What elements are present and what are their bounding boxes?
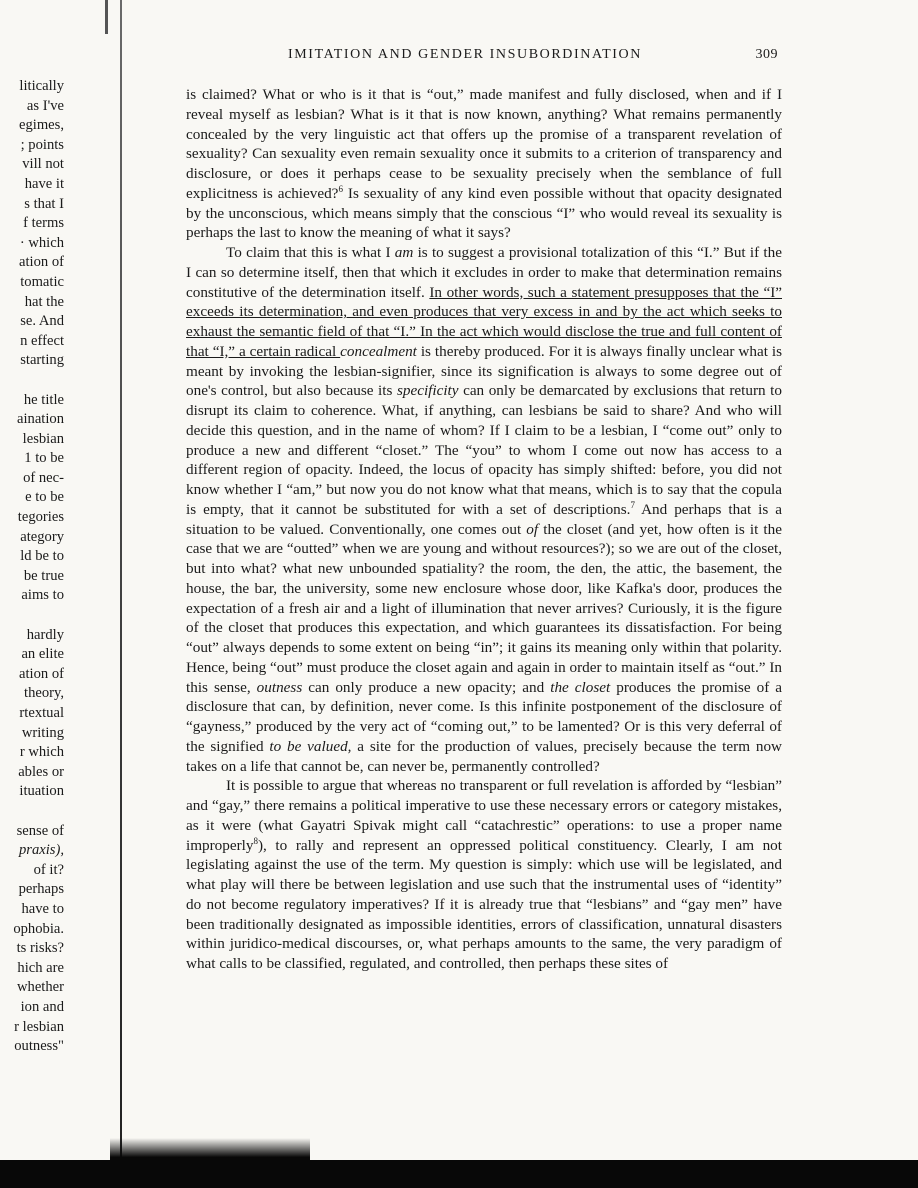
fragment-line: ituation — [19, 783, 64, 800]
fragment-line: hich are — [17, 959, 64, 976]
fragment-line: 1 to be — [24, 450, 64, 467]
fragment-line: sense of — [16, 822, 64, 839]
fragment-line: have to — [21, 900, 64, 917]
text-run: ), to rally and represent an oppressed political constituency. Clearly, I am not legislating against the use of the term. My question is simply: which use will be legislated, and what play will there be between legislation and use such that the instrumental uses of “identity” do not become regulatory imperatives? If it is already true that “lesbians” and “gay men” have been traditionally designated as impossible identities, errors of classification, unnatural disasters within juridico-medical discourses, or, what perhaps amounts to the same, the very paradigm of what calls to be classified, regulated, and controlled, then perhaps these sites of — [186, 836, 782, 972]
paragraph-3 — [186, 776, 782, 974]
scan-shadow — [110, 1138, 310, 1162]
fragment-line: lesbian — [22, 430, 64, 447]
italic-outness: outness — [256, 678, 303, 696]
fragment-line: writing — [21, 724, 64, 741]
fragment-line: · which — [19, 234, 64, 251]
scan-mark — [105, 0, 108, 34]
fragment-line: he title — [23, 391, 64, 408]
text-run: is claimed? What or who is it that is “out,” made manifest and fully disclosed, when and if I reveal myself as lesbian? What is it that is now known, anything? What remains permanently concealed by the very linguistic act that offers up the promise of a transparent revelation of sexuality? Can sexuality even remain sexuality once it submits to a criterion of transparency and disclosure, or does it perhaps cease to be sexuality precisely when the semblance of full explicitness is achieved? — [186, 86, 782, 202]
fragment-line: r lesbian — [14, 1018, 64, 1035]
text-run: is thereby produced. For it is always finally unclear what is meant by invoking the lesbian-signifier, since its signification is always to some degree out of one's control, but also because its — [186, 342, 782, 400]
fragment-line: tomatic — [20, 273, 64, 290]
fragment-line: starting — [20, 352, 64, 369]
fragment-line: se. And — [20, 313, 64, 330]
fragment-line: whether — [16, 979, 64, 996]
scan-bottom-edge — [0, 1160, 918, 1188]
fragment-line: ld be to — [20, 548, 64, 565]
footnote-ref-8: 8 — [253, 835, 258, 846]
fragment-line: have it — [24, 175, 64, 192]
footnote-ref-7: 7 — [630, 499, 635, 510]
fragment-line: an elite — [21, 646, 64, 663]
text-run: It is possible to argue that whereas no transparent or full revelation is afforded by “lesbian” and “gay,” there remains a political imperative to use these necessary errors or category mistakes, as it were (what Gayatri Spivak might call “catachrestic” operations: to use a proper name improperly — [186, 777, 782, 854]
fragment-line: of nec- — [23, 469, 64, 486]
italic-of: of — [526, 520, 539, 538]
fragment-line: rtextual — [19, 705, 64, 721]
text-run: To claim that this is what I — [226, 244, 395, 261]
page-number: 309 — [755, 47, 778, 62]
fragment-line: ables or — [18, 763, 64, 780]
text-run: a site for the production of values, precisely because the term now takes on a life that cannot be, can never be, permanently controlled? — [186, 737, 783, 775]
italic-the-closet: the closet — [550, 678, 611, 696]
running-title: IMITATION AND GENDER INSUBORDINATION — [288, 47, 642, 62]
fragment-line: be true — [23, 567, 64, 584]
fragment-line: perhaps — [18, 881, 64, 898]
book-gutter — [120, 0, 122, 1160]
fragment-line: ation of — [19, 665, 64, 682]
fragment-line — [0, 606, 64, 626]
fragment-line: theory, — [24, 685, 64, 702]
fragment-line: hat the — [24, 293, 64, 310]
fragment-line: vill not — [22, 156, 64, 173]
fragment-line: litically — [19, 78, 64, 94]
fragment-line: r which — [19, 744, 64, 761]
fragment-line — [0, 802, 64, 822]
fragment-line: s that I — [24, 195, 64, 212]
footnote-ref-6: 6 — [338, 183, 343, 194]
fragment-line: ation of — [19, 254, 64, 271]
text-run: And perhaps that is a situation to be valued. Conventionally, one comes out — [186, 500, 782, 538]
fragment-line: hardly — [26, 626, 64, 643]
fragment-line: of it? — [33, 861, 64, 878]
italic-am: am — [394, 244, 414, 261]
italic-specificity: specificity — [396, 382, 459, 400]
text-run: is to suggest a provisional totalization of this “I.” But if the I can so determine itself, then that which it excludes in order to make that determination remains constitutive of the determination itself. — [186, 244, 782, 301]
fragment-line: ; points — [20, 136, 64, 153]
marked-passage: In other words, such a statement presupposes that the “I” exceeds its determination, and even produces that very excess in and by the act which seeks to exhaust the semantic field of that “I.” In the act which would disclose the true and full content of that “I,” a certain radical — [186, 283, 782, 360]
running-header — [186, 47, 778, 67]
text-run: can only be demarcated by exclusions that return to disrupt its claim to coherence. What, if anything, can lesbians be said to share? And who will decide this question, and in the name of whom? If I claim to be a lesbian, I “come out” only to produce a new and different “closet.” The “you” to whom I come out now has access to a different region of opacity. Indeed, the locus of opacity has simply shifted: before, you did not know whether I “am,” but now you do not know what that means, which is to say that the copula is empty, that it cannot be substituted for with a set of descriptions. — [186, 382, 782, 518]
italic-concealment: concealment — [340, 342, 417, 360]
text-run: produces the promise of a disclosure that can, by definition, never come. Is this infinite postponement of the disclosure of “gayness,” produced by the very act of “coming out,” to be lamented? Or is this very deferral of the signified — [186, 678, 783, 755]
fragment-line: egimes, — [19, 117, 64, 134]
fragment-line: aination — [16, 411, 64, 428]
fragment-line — [0, 371, 64, 391]
fragment-line: ts risks? — [16, 940, 64, 957]
fragment-line: as I've — [26, 97, 64, 114]
fragment-line: ategory — [20, 528, 64, 545]
body-text — [186, 85, 782, 974]
paragraph-2 — [186, 243, 782, 776]
fragment-line: outness" — [14, 1038, 64, 1055]
fragment-line: e to be — [25, 489, 64, 506]
fragment-line: aims to — [21, 587, 64, 604]
fragment-line: tegories — [17, 509, 64, 526]
fragment-line: ophobia. — [13, 920, 64, 937]
facing-page-fragments — [0, 77, 64, 1057]
fragment-line: n effect — [20, 332, 64, 349]
text-run: Is sexuality of any kind even possible without that opacity designated by the unconscious, which means simply that the conscious “I” who would reveal its sexuality is perhaps the last to know the meaning of what it says? — [186, 184, 782, 242]
fragment-line: praxis), — [19, 842, 64, 859]
text-run: can only produce a new opacity; and — [302, 678, 551, 696]
italic-to-be-valued: to be valued, — [269, 737, 352, 755]
fragment-line: f terms — [23, 215, 64, 232]
paragraph-1 — [186, 85, 782, 243]
fragment-line: ion and — [20, 998, 64, 1015]
text-run: the closet (and yet, how often is it the case that we are “outted” when we are young and without resources?); so we are out of the closet, but into what? what new unbounded spatiality? the room, the den, the attic, the basement, the house, the bar, the university, some new enclosure whose door, like Kafka's door, produces the expectation of a fresh air and a light of illumination that never arrives? Curiously, it is the figure of the closet that produces this expectation, and which guarantees its dissatisfaction. For being “out” always depends to some extent on being “in”; it gains its meaning only within that polarity. Hence, being “out” must produce the closet again and again in order to maintain itself as “out.” In this sense, — [186, 520, 782, 696]
